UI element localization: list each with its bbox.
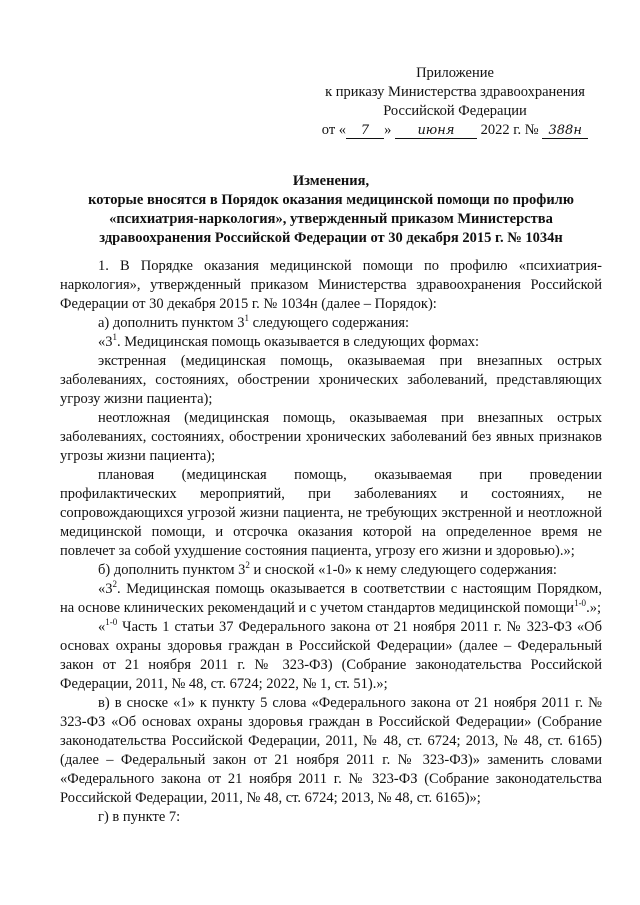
order-reference: к приказу Министерства здравоохранения [325,84,585,100]
ministry-country: Российской Федерации [383,103,527,119]
appendix-header [300,64,610,140]
date-year: 2022 г. № [480,122,539,138]
paragraph-7-text-end: и сноской «1-0» к нему следующего содержания: [249,562,557,578]
footnote-paragraph [60,618,602,694]
paragraph-6: плановая (медицинская помощь, оказываемая при проведении профилактических мероприятий, при заболеваниях и состояниях, не сопровождающихся угрозой жизни пациента, не требующих экстренной и неотложной медицинской помощи, и отсрочка оказания которой на определенное время не повлечет за собой ухудшение состояния пациента, угрозу его жизни и здоровью).»; [60,467,602,559]
superscript: 2 [112,579,117,590]
paragraph-8-text: «3 [98,581,113,597]
document-title [60,172,602,248]
handwritten-day: 7 [346,124,384,139]
paragraph-3-text-end: . Медицинская помощь оказывается в следующих формах: [117,334,480,350]
handwritten-order-number: 388н [542,124,588,139]
paragraph-2-text-end: следующего содержания: [248,315,410,331]
order-date-line [300,121,610,140]
title-line-3: «психиатрия-наркология», утвержденный приказом Министерства [109,211,553,227]
paragraph-8 [60,580,602,618]
date-prefix: от « [321,122,347,138]
paragraph-11: г) в пункте 7: [98,809,181,825]
paragraph-8-text-end: .»; [586,600,601,616]
paragraph-10: в) в сноске «1» к пункту 5 слова «Федерального закона от 21 ноября 2011 г. № 323-ФЗ «Об основах охраны здоровья граждан в Российской Федерации» (Собрание законодательства Российской Федерации, 2011, № 48, ст. 6724; 2013, № 48, ст. 6165) (далее – Федеральный закон от 21 ноября 2011 г. № 323-ФЗ)» заменить словами «Федерального закона от 21 ноября 2011 г. № 323-ФЗ (Собрание законодательства Российской Федерации, 2011, № 48, ст. 6724; 2013, № 48, ст. 6165)»; [60,695,602,806]
superscript: 1 [112,332,117,343]
paragraph-2 [60,314,602,333]
footnote-marker: 1-0 [574,598,587,609]
title-line-2: которые вносятся в Порядок оказания медицинской помощи по профилю [88,192,574,208]
footnote-open-quote: « [98,619,106,635]
superscript: 2 [245,560,250,571]
footnote-text: Часть 1 статьи 37 Федерального закона от 21 ноября 2011 г. № 323-ФЗ «Об основах охраны здоровья граждан в Российской Федерации» (далее – Федеральный закон от 21 ноября 2011 г. № 323-ФЗ) (Собрание законодательства Российской Федерации, 2011, № 48, ст. 6724; 2022, № 1, ст. 51).»; [60,619,602,692]
paragraph-3 [60,333,602,352]
paragraph-7-text: б) дополнить пунктом 3 [98,562,246,578]
title-line-4: здравоохранения Российской Федерации от 30 декабря 2015 г. № 1034н [99,230,563,246]
handwritten-month: июня [395,124,477,139]
paragraph-3-text: «3 [98,334,113,350]
paragraph-1: 1. В Порядке оказания медицинской помощи по профилю «психиатрия-наркология», утвержденный приказом Министерства здравоохранения Российской Федерации от 30 декабря 2015 г. № 1034н (далее – Порядок): [60,258,602,312]
footnote-marker: 1-0 [105,617,118,628]
document-body [60,257,602,827]
paragraph-5: неотложная (медицинская помощь, оказываемая при внезапных острых заболеваниях, состояниях, обострении хронических заболеваний без явных признаков угрозы жизни пациента); [60,410,602,464]
paragraph-2-text: а) дополнить пунктом 3 [98,315,245,331]
title-line-1: Изменения, [292,173,370,189]
paragraph-8-text-mid: . Медицинская помощь оказывается в соответствии с настоящим Порядком, на основе клинических рекомендаций и с учетом стандартов медицинской помощи [60,581,602,616]
paragraph-4: экстренная (медицинская помощь, оказываемая при внезапных острых заболеваниях, состояниях, обострении хронических заболеваний, представляющих угрозу жизни пациента); [60,353,602,407]
appendix-label: Приложение [416,65,494,81]
date-mid: » [384,122,392,138]
paragraph-7 [60,561,602,580]
superscript: 1 [244,313,249,324]
